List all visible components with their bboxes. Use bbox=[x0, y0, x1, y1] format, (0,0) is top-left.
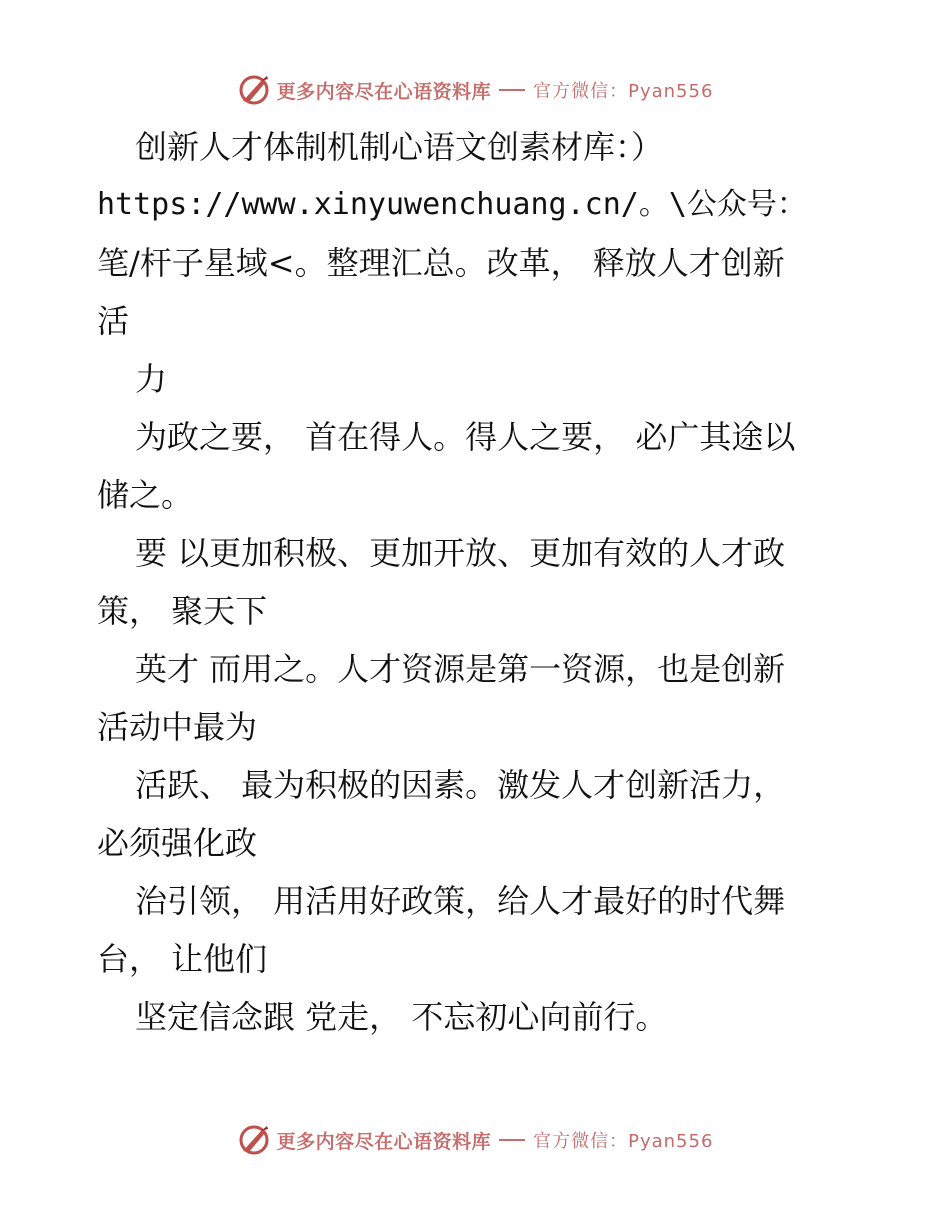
banner-separator bbox=[499, 1139, 525, 1141]
text-line: 活跃、 最为积极的因素。激发人才创新活力， bbox=[135, 766, 786, 804]
body-text bbox=[97, 118, 857, 1046]
text-line: 活动中最为 bbox=[97, 708, 258, 746]
text-line: 英才 而用之。人才资源是第一资源，也是创新 bbox=[135, 650, 786, 688]
text-line: 策， 聚天下 bbox=[97, 592, 268, 630]
text-line: 创新人才体制机制心语文创素材库：） bbox=[135, 128, 664, 166]
text-line: 必须强化政 bbox=[97, 824, 258, 862]
banner-wechat: 官方微信：Pyan556 bbox=[533, 1131, 714, 1152]
text-line: 活 bbox=[97, 302, 130, 340]
text-line: 坚定信念跟 党走， 不忘初心向前行。 bbox=[135, 998, 668, 1036]
banner-wechat: 官方微信：Pyan556 bbox=[533, 81, 714, 102]
quill-logo-icon bbox=[237, 1123, 271, 1157]
text-line: 治引领， 用活用好政策，给人才最好的时代舞 bbox=[135, 882, 786, 920]
text-line: 为政之要， 首在得人。得人之要， 必广其途以 bbox=[135, 418, 796, 456]
text-line: 要 以更加积极、更加开放、更加有效的人才政 bbox=[135, 534, 786, 572]
footer-banner-content bbox=[237, 1123, 714, 1157]
header-banner-content bbox=[237, 73, 714, 107]
text-line: https://www.xinyuwenchuang.cn/。\公众号： bbox=[97, 187, 807, 222]
text-line: 力 bbox=[135, 360, 168, 398]
text-line: 台， 让他们 bbox=[97, 940, 268, 978]
banner-title: 更多内容尽在心语资料库 bbox=[276, 1130, 492, 1153]
text-line: 笔/杆子星域<。整理汇总。改革， 释放人才创新 bbox=[97, 244, 785, 282]
banner-title: 更多内容尽在心语资料库 bbox=[276, 80, 492, 103]
footer-banner bbox=[0, 1120, 950, 1160]
header-banner bbox=[0, 70, 950, 110]
quill-logo-icon bbox=[237, 73, 271, 107]
banner-separator bbox=[499, 89, 525, 91]
text-line: 储之。 bbox=[97, 476, 194, 514]
